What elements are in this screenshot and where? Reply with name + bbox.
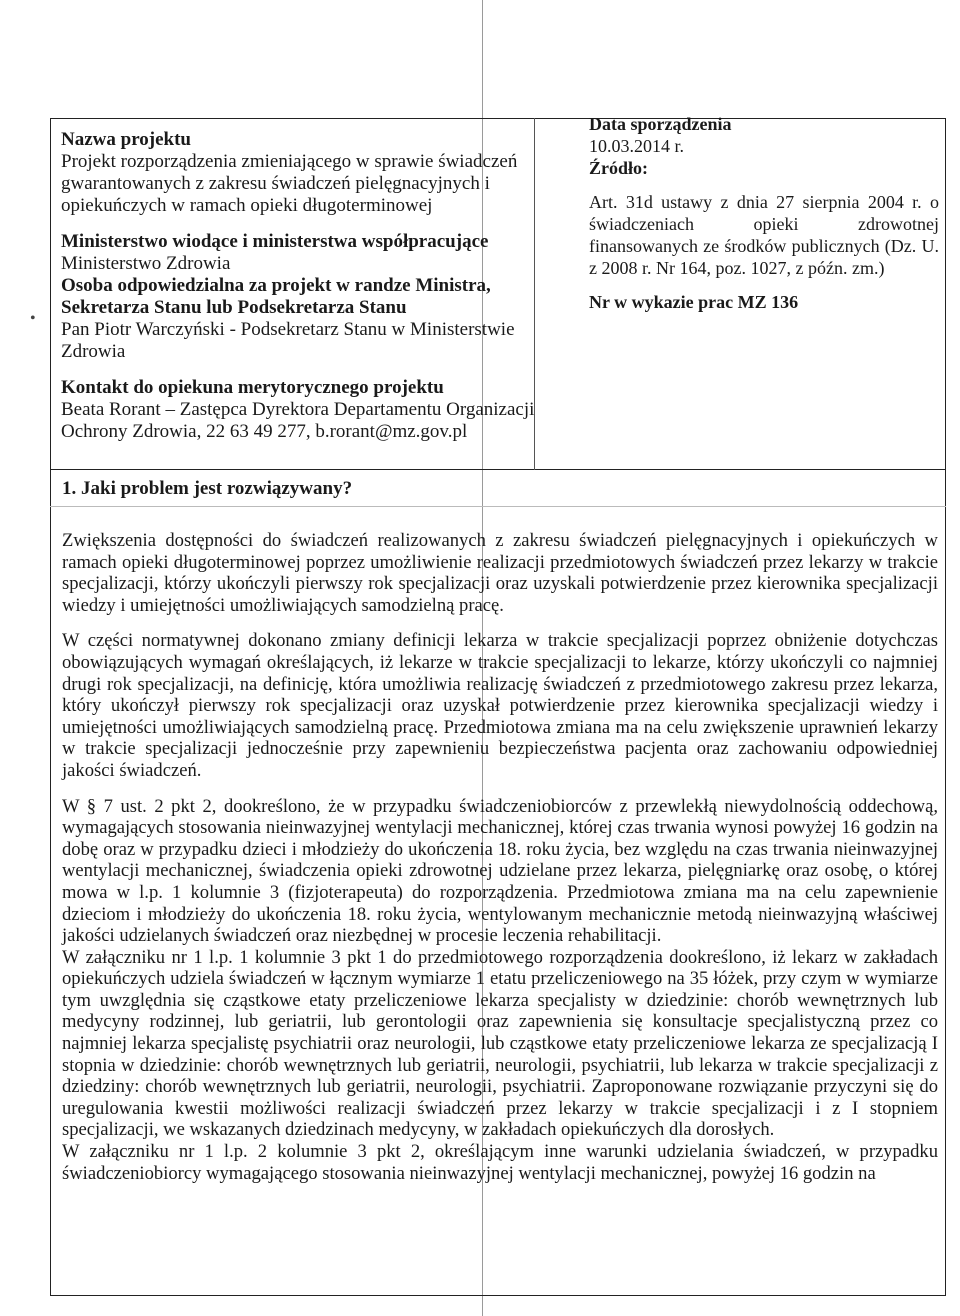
paragraph-5: W załączniku nr 1 l.p. 2 kolumnie 3 pkt 2, określającym inne warunki udzielania świadczeń, w przypadku świadczeniobiorcy wymagającego stosowania nieinwazyjnej wentylacji mechanicznej, powyżej 16 godzin na bbox=[62, 1141, 938, 1184]
project-info-left bbox=[61, 129, 581, 443]
section-1-heading: 1. Jaki problem jest rozwiązywany? bbox=[62, 478, 353, 499]
contact-value: Beata Rorant – Zastępca Dyrektora Departamentu Organizacji Ochrony Zdrowia, 22 63 49 277, b.rorant@mz.gov.pl bbox=[61, 399, 535, 442]
work-list-number: Nr w wykazie prac MZ 136 bbox=[589, 292, 799, 312]
source-label: Źródło: bbox=[589, 158, 649, 178]
ministry-value: Ministerstwo Zdrowia bbox=[61, 253, 231, 274]
margin-dot: • bbox=[30, 310, 36, 327]
project-info-table bbox=[50, 114, 946, 470]
date-label: Data sporządzenia bbox=[589, 114, 732, 134]
ministry-label: Ministerstwo wiodące i ministerstwa współpracujące bbox=[61, 231, 489, 252]
section-1-body bbox=[62, 530, 938, 1184]
responsible-person-label: Osoba odpowiedzialna za projekt w randze Ministra, Sekretarza Stanu lub Podsekretarza Stanu bbox=[61, 275, 491, 318]
source-value: Art. 31d ustawy z dnia 27 sierpnia 2004 r. o świadczeniach opieki zdrowotnej finansowanych ze środków publicznych (Dz. U. z 2008 r. Nr 164, poz. 1027, z późn. zm.) bbox=[589, 192, 939, 278]
responsible-person-value: Pan Piotr Warczyński - Podsekretarz Stanu w Ministerstwie Zdrowia bbox=[61, 319, 515, 362]
project-name-label: Nazwa projektu bbox=[61, 129, 192, 150]
paragraph-2: W części normatywnej dokonano zmiany definicji lekarza w trakcie specjalizacji poprzez obniżenie dotychczas obowiązujących wymagań określających, iż lekarze w trakcie specjalizacji to lekarze, którzy ukończyli co najmniej drugi rok specjalizacji, na definicję, która umożliwia realizację świadczeń z przedmiotowego zakresu przez lekarza, który ukończył pierwszy rok specjalizacji oraz uzyskał potwierdzenie przez kierownika specjalizacji wiedzy i umiejętności umożliwiających samodzielną pracę. Przedmiotowa zmiana ma na celu zwiększenie uprawnień lekarzy w trakcie specjalizacji jednocześnie przy zapewnieniu bezpieczeństwa pacjenta oraz zachowaniu odpowiedniej jakości świadczeń. bbox=[62, 630, 938, 781]
project-info-right bbox=[589, 113, 939, 313]
paragraph-1: Zwiększenia dostępności do świadczeń realizowanych z zakresu świadczeń pielęgnacyjnych i opiekuńczych w ramach opieki długoterminowej poprzez umożliwienie realizacji przedmiotowych świadczeń przez lekarzy w trakcie specjalizacji, którzy ukończyli pierwszy rok specjalizacji oraz uzyskali potwierdzenie przez kierownika specjalizacji wiedzy i umiejętności umożliwiających samodzielną pracę. bbox=[62, 530, 938, 616]
paragraph-3: W § 7 ust. 2 pkt 2, dookreślono, że w przypadku świadczeniobiorców z przewlekłą niewydolnością oddechową, wymagających stosowania nieinwazyjnej wentylacji mechanicznej, której czas trwania wynosi powyżej 16 godzin na dobę oraz w przypadku dzieci i młodzieży do ukończenia 18. roku życia, bez względu na czas trwania nieinwazyjnej wentylacji mechanicznej, świadczenia opieki zdrowotnej udzielane przez lekarza, pielęgniarkę oraz osobę, o której mowa w l.p. 1 kolumnie 3 (fizjoterapeuta) do rozporządzenia. Przedmiotowa zmiana ma na celu zapewnienie dzieciom i młodzieży do ukończenia 18. roku życia, wentylowanym mechanicznie metodą nieinwazyjną właściwej jakości udzielanych świadczeń oraz niezbędnej w procesie leczenia rehabilitacji. bbox=[62, 795, 938, 947]
paragraph-4: W załączniku nr 1 l.p. 1 kolumnie 3 pkt 1 do przedmiotowego rozporządzenia dookreślono, iż lekarz w zakładach opiekuńczych udziela świadczeń w łącznym wymiarze 1 etatu przeliczeniowego na 35 łóżek, przy czym w wymiarze tym uwzględnia się cząstkowe etaty przeliczeniowe lekarza specjalisty w dziedzinie: chorób wewnętrznych lub medycyny rodzinnej, lub geriatrii, lub gerontologii oraz zapewnienia się konsultacje specjalistyczną przez co najmniej lekarza specjalistę psychiatrii oraz neurologii, lub cząstkowe etaty przeliczeniowe lekarza ze specjalizacją I stopnia w dziedzinie: chorób wewnętrznych lub geriatrii, neurologii, psychiatrii, lub lekarza w trakcie specjalizacji z dziedziny: chorób wewnętrznych lub geriatrii, neurologii, psychiatrii. Zaproponowane rozwiązanie przyczyni się do uregulowania kwestii możliwości realizacji świadczeń przez lekarzy w trakcie specjalizacji i z I stopniem specjalizacji, we wskazanych dziedzinach medycyny, w zakładach opiekuńczych dla dorosłych. bbox=[62, 946, 938, 1141]
section-heading-rule bbox=[50, 506, 946, 507]
contact-label: Kontakt do opiekuna merytorycznego projektu bbox=[61, 377, 444, 398]
date-value: 10.03.2014 r. bbox=[589, 136, 685, 156]
project-name-value: Projekt rozporządzenia zmieniającego w sprawie świadczeń gwarantowanych z zakresu świadczeń pielęgnacyjnych i opiekuńczych w ramach opieki długoterminowej bbox=[61, 151, 518, 216]
table-column-divider bbox=[534, 118, 535, 470]
